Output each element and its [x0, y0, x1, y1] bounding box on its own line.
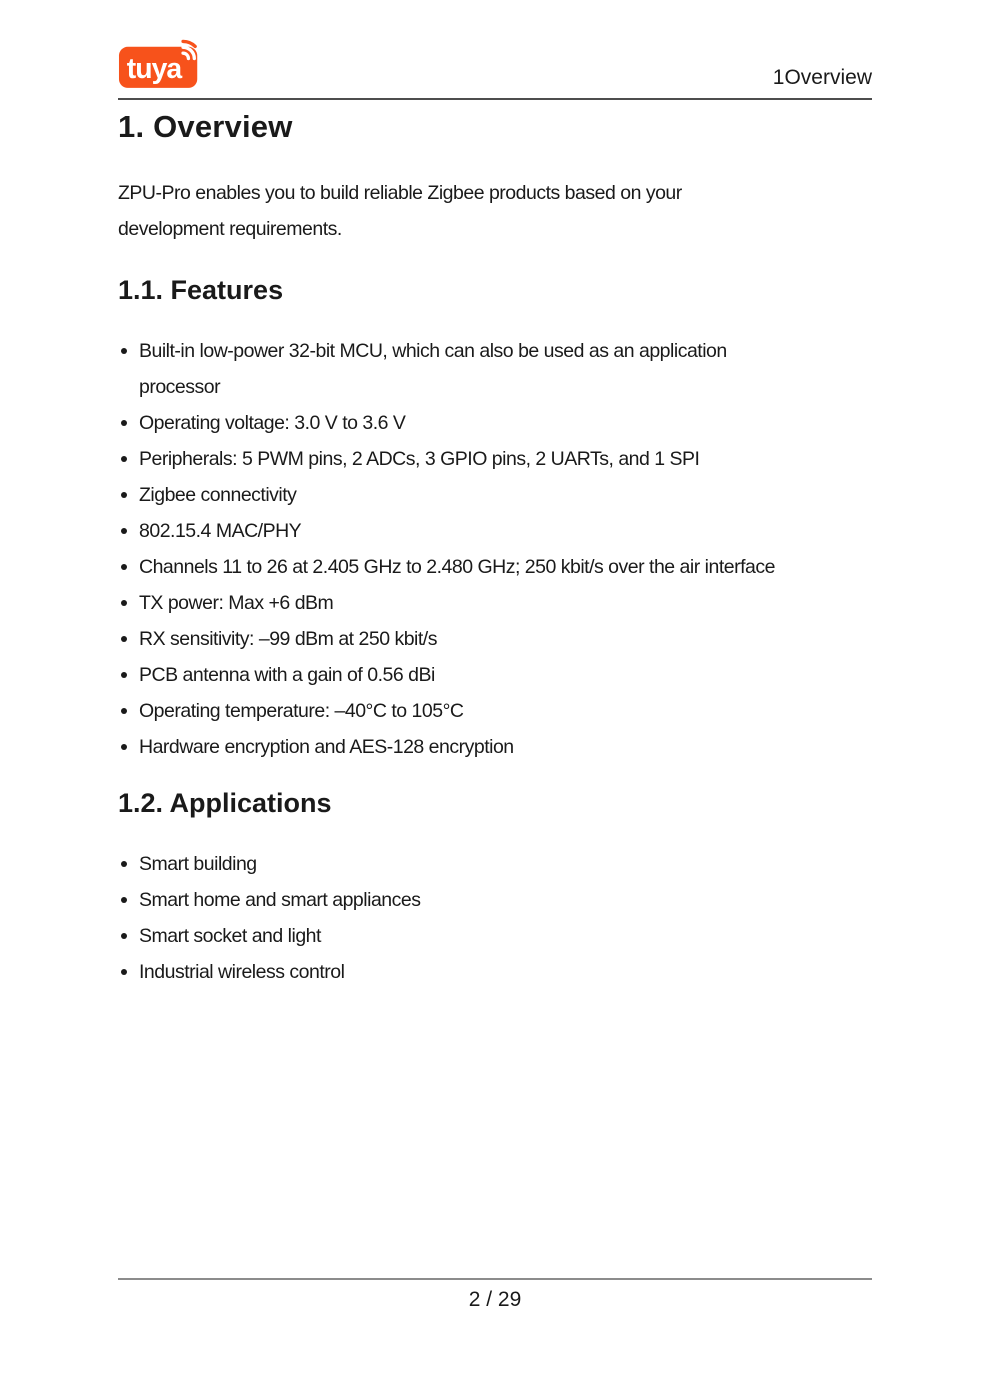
feature-item-line: Zigbee connectivity — [139, 484, 297, 506]
feature-item — [118, 621, 872, 657]
document-header — [118, 0, 872, 100]
feature-item-line: PCB antenna with a gain of 0.56 dBi — [139, 664, 435, 686]
feature-item-line: TX power: Max +6 dBm — [139, 592, 334, 614]
intro-line: ZPU-Pro enables you to build reliable Zigbee products based on your — [118, 182, 682, 204]
intro-paragraph — [118, 175, 872, 247]
feature-item-line: Channels 11 to 26 at 2.405 GHz to 2.480 GHz; 250 kbit/s over the air interface — [139, 556, 775, 578]
page-number: 2 / 29 — [468, 1288, 522, 1311]
feature-item-line: processor — [139, 376, 221, 398]
application-item-line: Smart socket and light — [139, 925, 321, 947]
feature-item-line: Operating temperature: –40°C to 105°C — [139, 700, 464, 722]
section-heading-features: 1.1. Features — [118, 275, 284, 305]
feature-item-line: Peripherals: 5 PWM pins, 2 ADCs, 3 GPIO pins, 2 UARTs, and 1 SPI — [139, 448, 700, 470]
application-item-line: Industrial wireless control — [139, 961, 345, 983]
section-heading-applications: 1.2. Applications — [118, 788, 332, 818]
feature-item — [118, 729, 872, 765]
feature-item — [118, 441, 872, 477]
feature-item — [118, 549, 872, 585]
header-doc-title: 1Overview — [772, 66, 872, 89]
tuya-logo — [118, 32, 208, 89]
application-item — [118, 846, 872, 882]
applications-list — [118, 846, 872, 990]
feature-item — [118, 585, 872, 621]
application-item — [118, 918, 872, 954]
feature-item — [118, 333, 872, 405]
intro-line: development requirements. — [118, 218, 342, 240]
page-footer — [118, 1278, 872, 1312]
feature-item-line: Built-in low-power 32-bit MCU, which can also be used as an application — [139, 340, 727, 362]
logo-text: tuya — [126, 53, 182, 86]
application-item-line: Smart home and smart appliances — [139, 889, 421, 911]
feature-item-line: Operating voltage: 3.0 V to 3.6 V — [139, 412, 406, 434]
feature-item-line: 802.15.4 MAC/PHY — [139, 520, 302, 542]
feature-item-line: RX sensitivity: –99 dBm at 250 kbit/s — [139, 628, 437, 650]
feature-item — [118, 405, 872, 441]
features-list — [118, 333, 872, 765]
application-item — [118, 882, 872, 918]
application-item-line: Smart building — [139, 853, 257, 875]
feature-item — [118, 657, 872, 693]
feature-item — [118, 477, 872, 513]
page-title: 1. Overview — [118, 109, 293, 144]
feature-item-line: Hardware encryption and AES-128 encryption — [139, 736, 514, 758]
application-item — [118, 954, 872, 990]
feature-item — [118, 513, 872, 549]
feature-item — [118, 693, 872, 729]
